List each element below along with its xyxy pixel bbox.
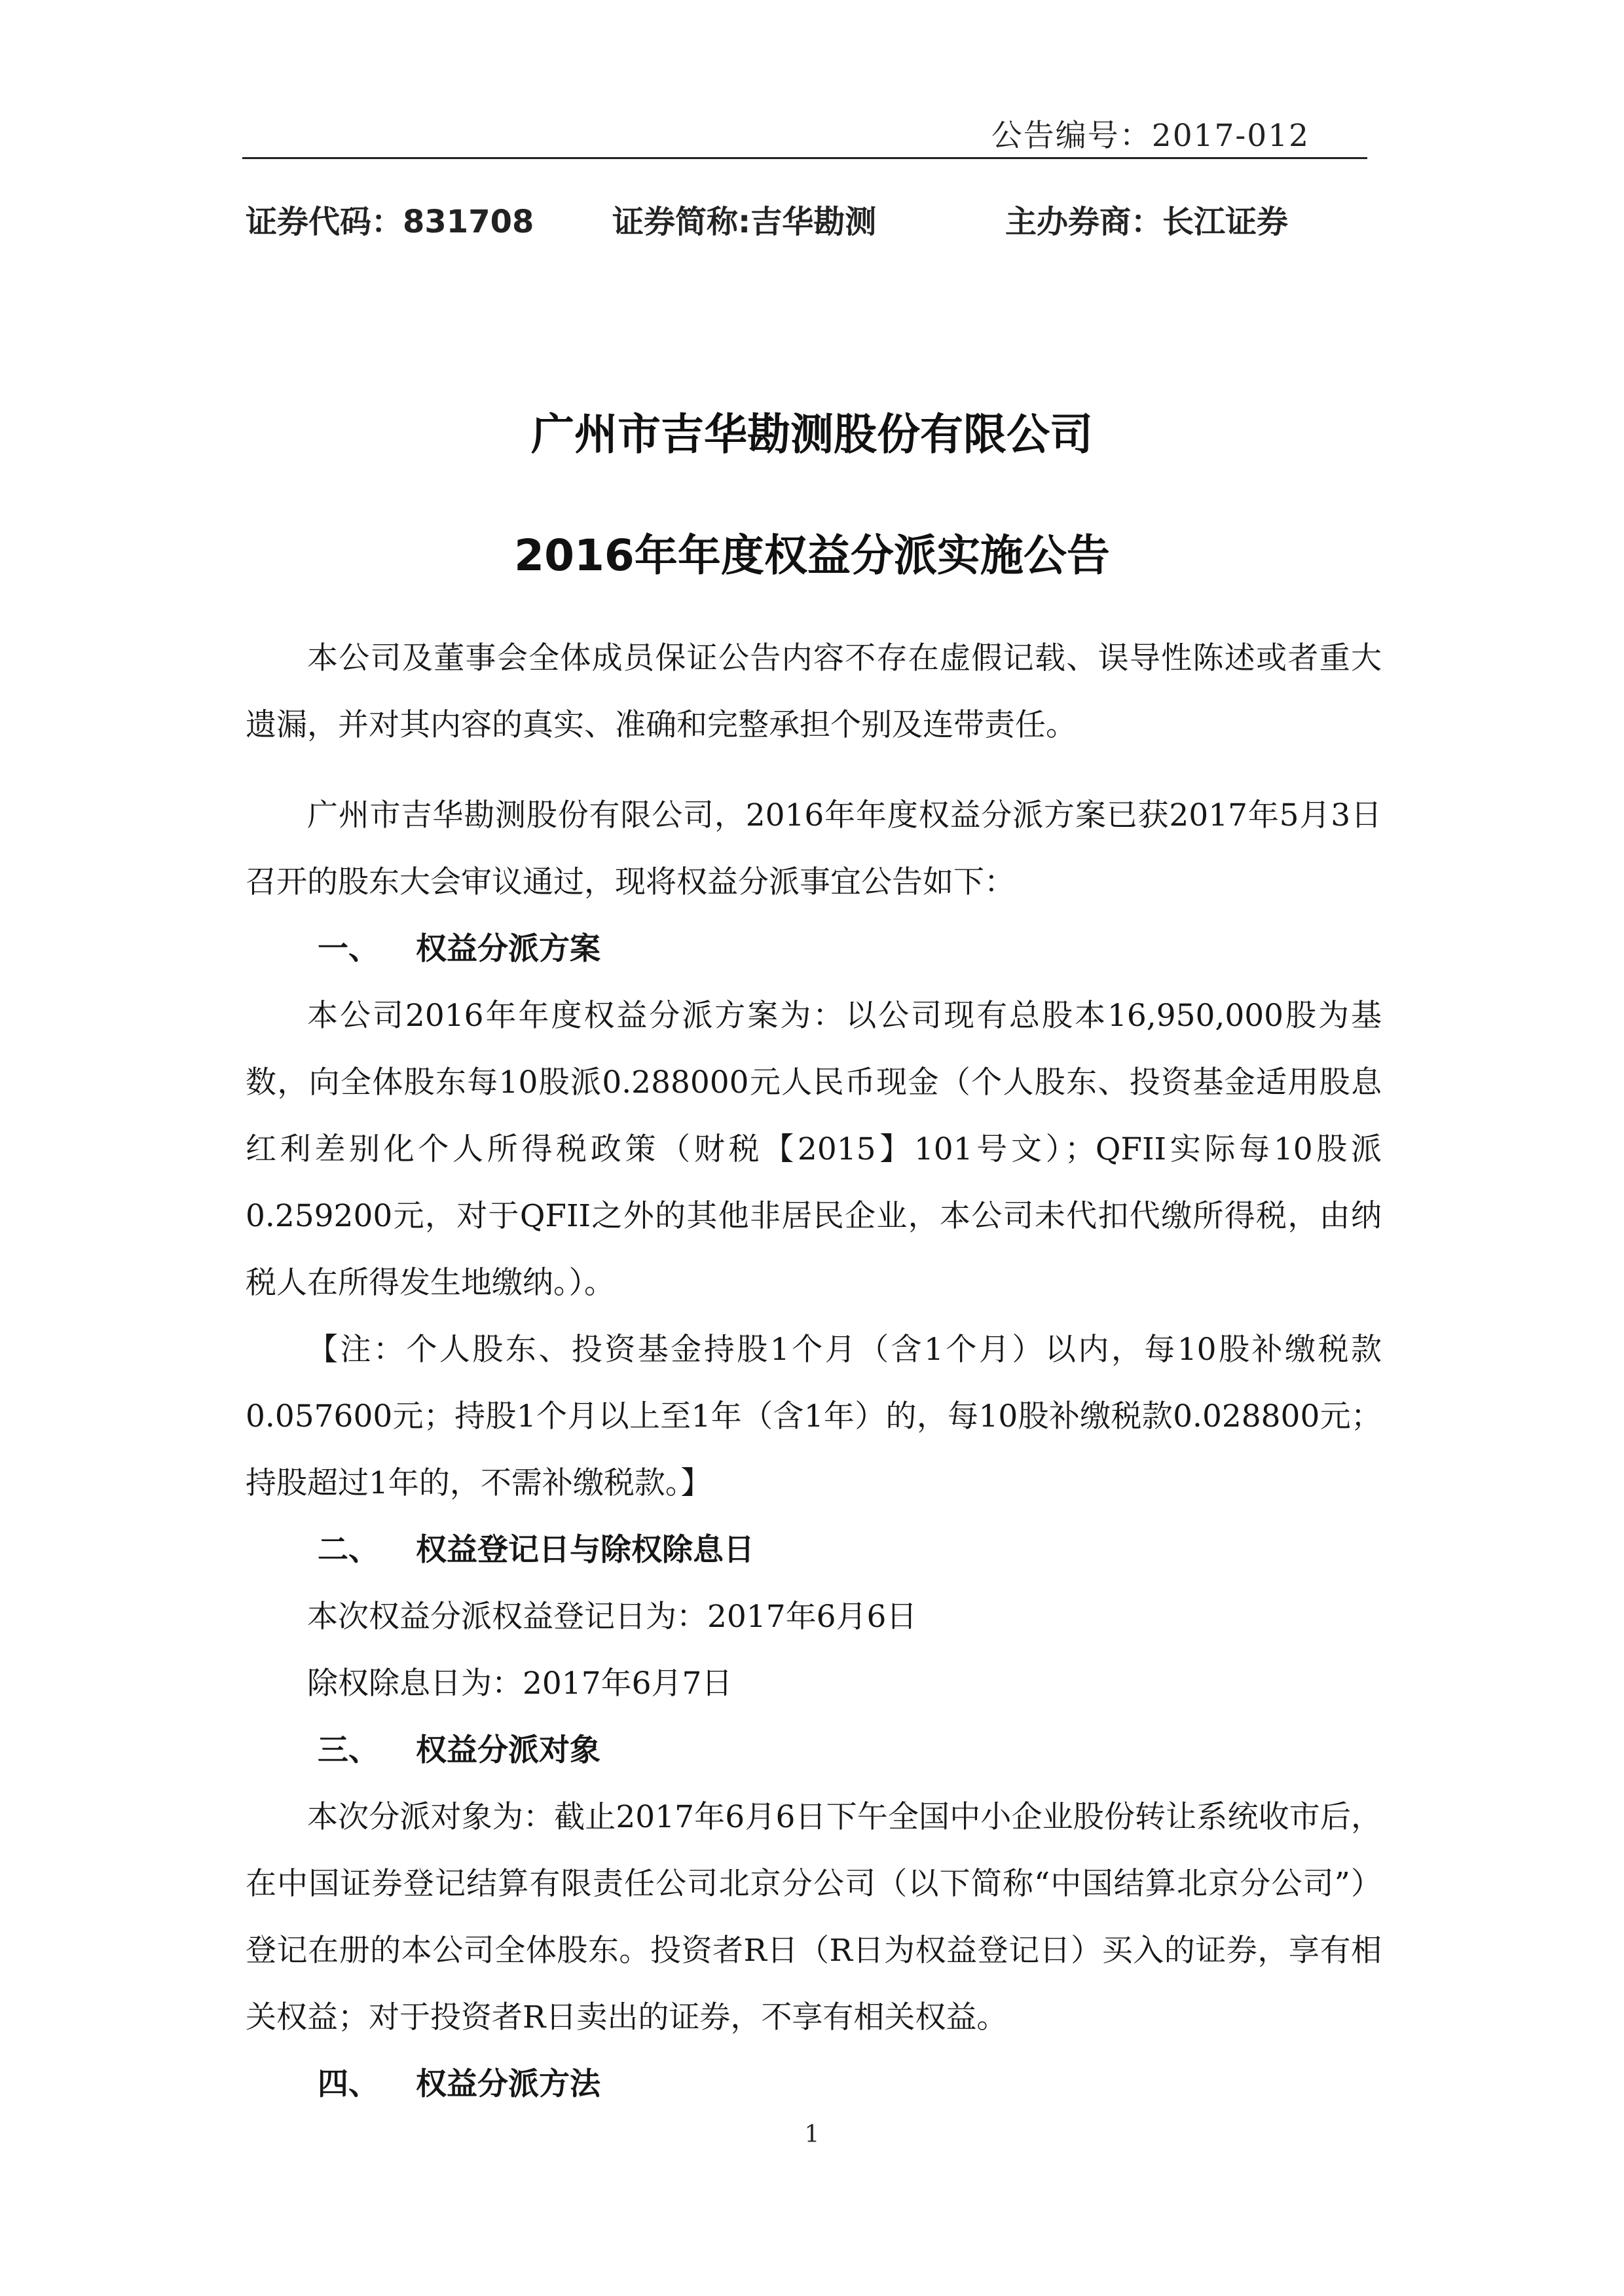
stock-short-name: 证券简称:吉华勘测	[612, 204, 877, 240]
section-heading-1	[246, 916, 1382, 983]
section-number: 三、	[318, 1732, 379, 1768]
disclaimer-paragraph: 本公司及董事会全体成员保证公告内容不存在虚假记载、误导性陈述或者重大遗漏，并对其内容的真实、准确和完整承担个别及连带责任。	[246, 640, 1382, 743]
intro-paragraph: 广州市吉华勘测股份有限公司，2016年年度权益分派方案已获2017年5月3日召开的股东大会审议通过，现将权益分派事宜公告如下：	[246, 797, 1382, 900]
header-rule	[242, 157, 1367, 159]
stock-code: 证券代码：831708	[246, 204, 534, 240]
paragraph: 本次权益分派权益登记日为：2017年6月6日	[307, 1599, 917, 1635]
company-title: 广州市吉华勘测股份有限公司	[531, 409, 1093, 460]
section-title: 权益分派方法	[416, 2066, 600, 2102]
section-number: 二、	[318, 1532, 379, 1568]
section-heading-3	[246, 1717, 1382, 1784]
section-title: 权益分派方案	[416, 931, 600, 967]
disclaimer-block	[246, 625, 1382, 759]
page-number: 1	[804, 2121, 820, 2148]
section-number: 一、	[318, 931, 379, 967]
note-paragraph: 【注：个人股东、投资基金持股1个月（含1个月）以内，每10股补缴税款0.057600元；持股1个月以上至1年（含1年）的，每10股补缴税款0.028800元；持股超过1年的，不需补缴税款。】	[246, 1332, 1382, 1501]
section-heading-2	[246, 1517, 1382, 1584]
section-heading-4	[246, 2051, 1382, 2118]
body-block	[246, 782, 1382, 2118]
paragraph: 本次分派对象为：截止2017年6月6日下午全国中小企业股份转让系统收市后，在中国证券登记结算有限责任公司北京分公司（以下简称“中国结算北京分公司”）登记在册的本公司全体股东。投资者R日（R日为权益登记日）买入的证券，享有相关权益；对于投资者R日卖出的证券，不享有相关权益。	[246, 1799, 1382, 2035]
announcement-title: 2016年年度权益分派实施公告	[514, 530, 1110, 581]
lead-broker: 主办券商：长江证券	[1005, 204, 1289, 240]
paragraph: 除权除息日为：2017年6月7日	[307, 1666, 733, 1702]
section-title: 权益分派对象	[416, 1732, 600, 1768]
meta-row	[246, 196, 1365, 242]
announcement-number: 公告编号：2017-012	[991, 118, 1310, 154]
section-number: 四、	[318, 2066, 379, 2102]
section-title: 权益登记日与除权除息日	[416, 1532, 754, 1568]
paragraph: 本公司2016年年度权益分派方案为：以公司现有总股本16,950,000股为基数，向全体股东每10股派0.288000元人民币现金（个人股东、投资基金适用股息红利差别化个人所得税政策（财税【2015】101号文）；QFII实际每10股派0.259200元，对于QFII之外的其他非居民企业，本公司未代扣代缴所得税，由纳税人在所得发生地缴纳。）。	[246, 998, 1382, 1301]
